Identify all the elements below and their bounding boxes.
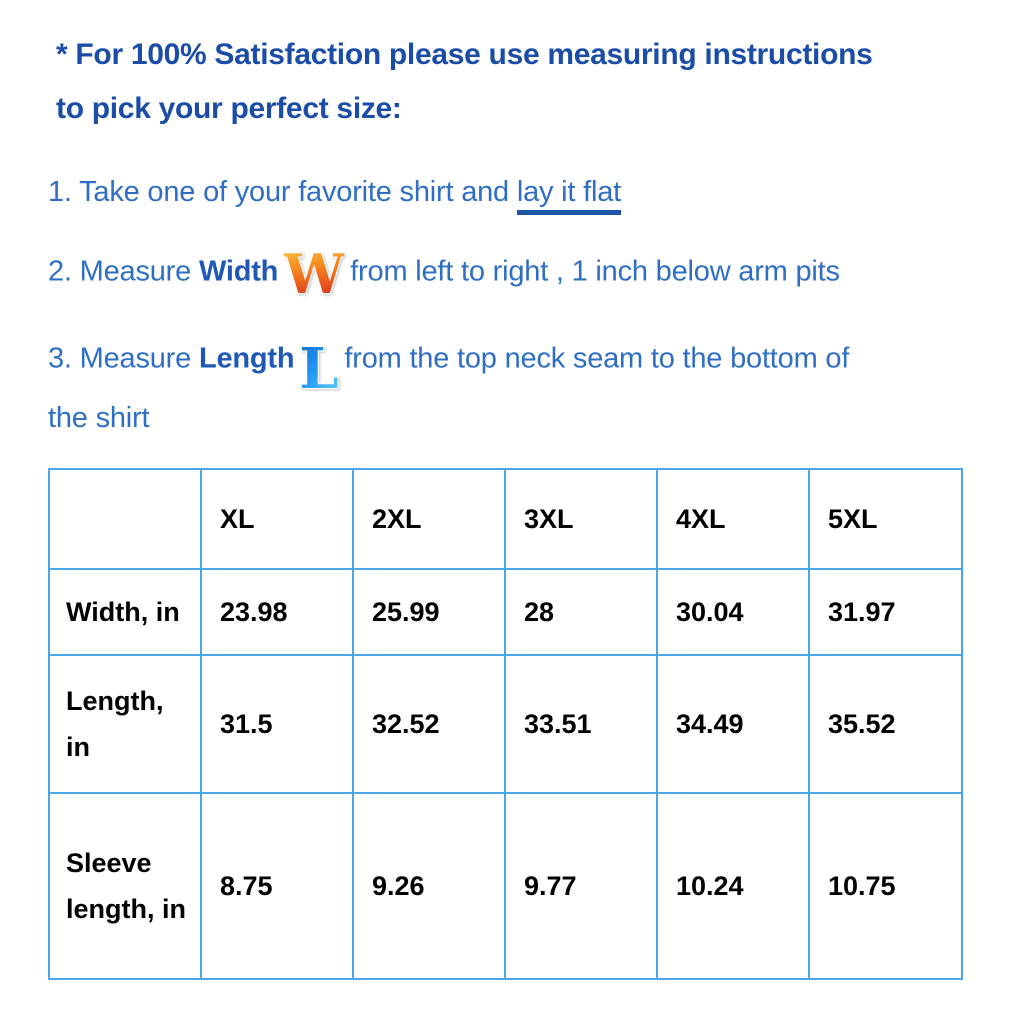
cell-width-4xl: 30.04 — [657, 569, 809, 655]
row-label-width: Width, in — [49, 569, 201, 655]
length-l-icon — [298, 336, 340, 400]
column-header-3xl: 3XL — [505, 469, 657, 569]
table-row-length — [49, 655, 962, 793]
heading-line2: to pick your perfect size: — [56, 92, 402, 125]
heading-line1: * For 100% Satisfaction please use measuring instructions — [56, 38, 873, 71]
svg-text:W: W — [284, 242, 345, 304]
table-row-width — [49, 569, 962, 655]
table-header-row — [49, 469, 962, 569]
satisfaction-heading — [48, 28, 976, 136]
step3-text-line2: the shirt — [48, 402, 150, 434]
cell-sleeve-2xl: 9.26 — [353, 793, 505, 979]
step3-text-before: 3. Measure — [48, 342, 199, 375]
cell-length-3xl: 33.51 — [505, 655, 657, 793]
column-header-empty — [49, 469, 201, 569]
step2-width-word: Width — [198, 255, 279, 288]
cell-sleeve-xl: 8.75 — [201, 793, 353, 979]
step2-text-after: from left to right , 1 inch below arm pits — [350, 255, 840, 288]
cell-length-5xl: 35.52 — [809, 655, 962, 793]
row-label-sleeve-length: Sleeve length, in — [49, 793, 201, 979]
size-chart-table — [48, 468, 963, 980]
cell-width-2xl: 25.99 — [353, 569, 505, 655]
step-2 — [48, 242, 976, 304]
table-row-sleeve-length — [49, 793, 962, 979]
column-header-2xl: 2XL — [353, 469, 505, 569]
cell-width-xl: 23.98 — [201, 569, 353, 655]
step3-text-after: from the top neck seam to the bottom of — [344, 342, 850, 375]
lay-it-flat-underlined-text: lay it flat — [517, 176, 621, 215]
row-label-length: Length, in — [49, 655, 201, 793]
cell-length-xl: 31.5 — [201, 655, 353, 793]
cell-sleeve-5xl: 10.75 — [809, 793, 962, 979]
cell-sleeve-3xl: 9.77 — [505, 793, 657, 979]
width-w-icon — [284, 242, 344, 304]
cell-length-4xl: 34.49 — [657, 655, 809, 793]
step1-text: 1. Take one of your favorite shirt and — [48, 176, 517, 208]
step2-text-before: 2. Measure — [48, 255, 199, 288]
step-1 — [48, 166, 976, 218]
cell-width-3xl: 28 — [505, 569, 657, 655]
column-header-4xl: 4XL — [657, 469, 809, 569]
column-header-xl: XL — [201, 469, 353, 569]
cell-length-2xl: 32.52 — [353, 655, 505, 793]
step3-length-word: Length — [198, 342, 295, 375]
cell-sleeve-4xl: 10.24 — [657, 793, 809, 979]
column-header-5xl: 5XL — [809, 469, 962, 569]
cell-width-5xl: 31.97 — [809, 569, 962, 655]
step-3 — [48, 328, 976, 444]
svg-text:L: L — [299, 336, 339, 400]
